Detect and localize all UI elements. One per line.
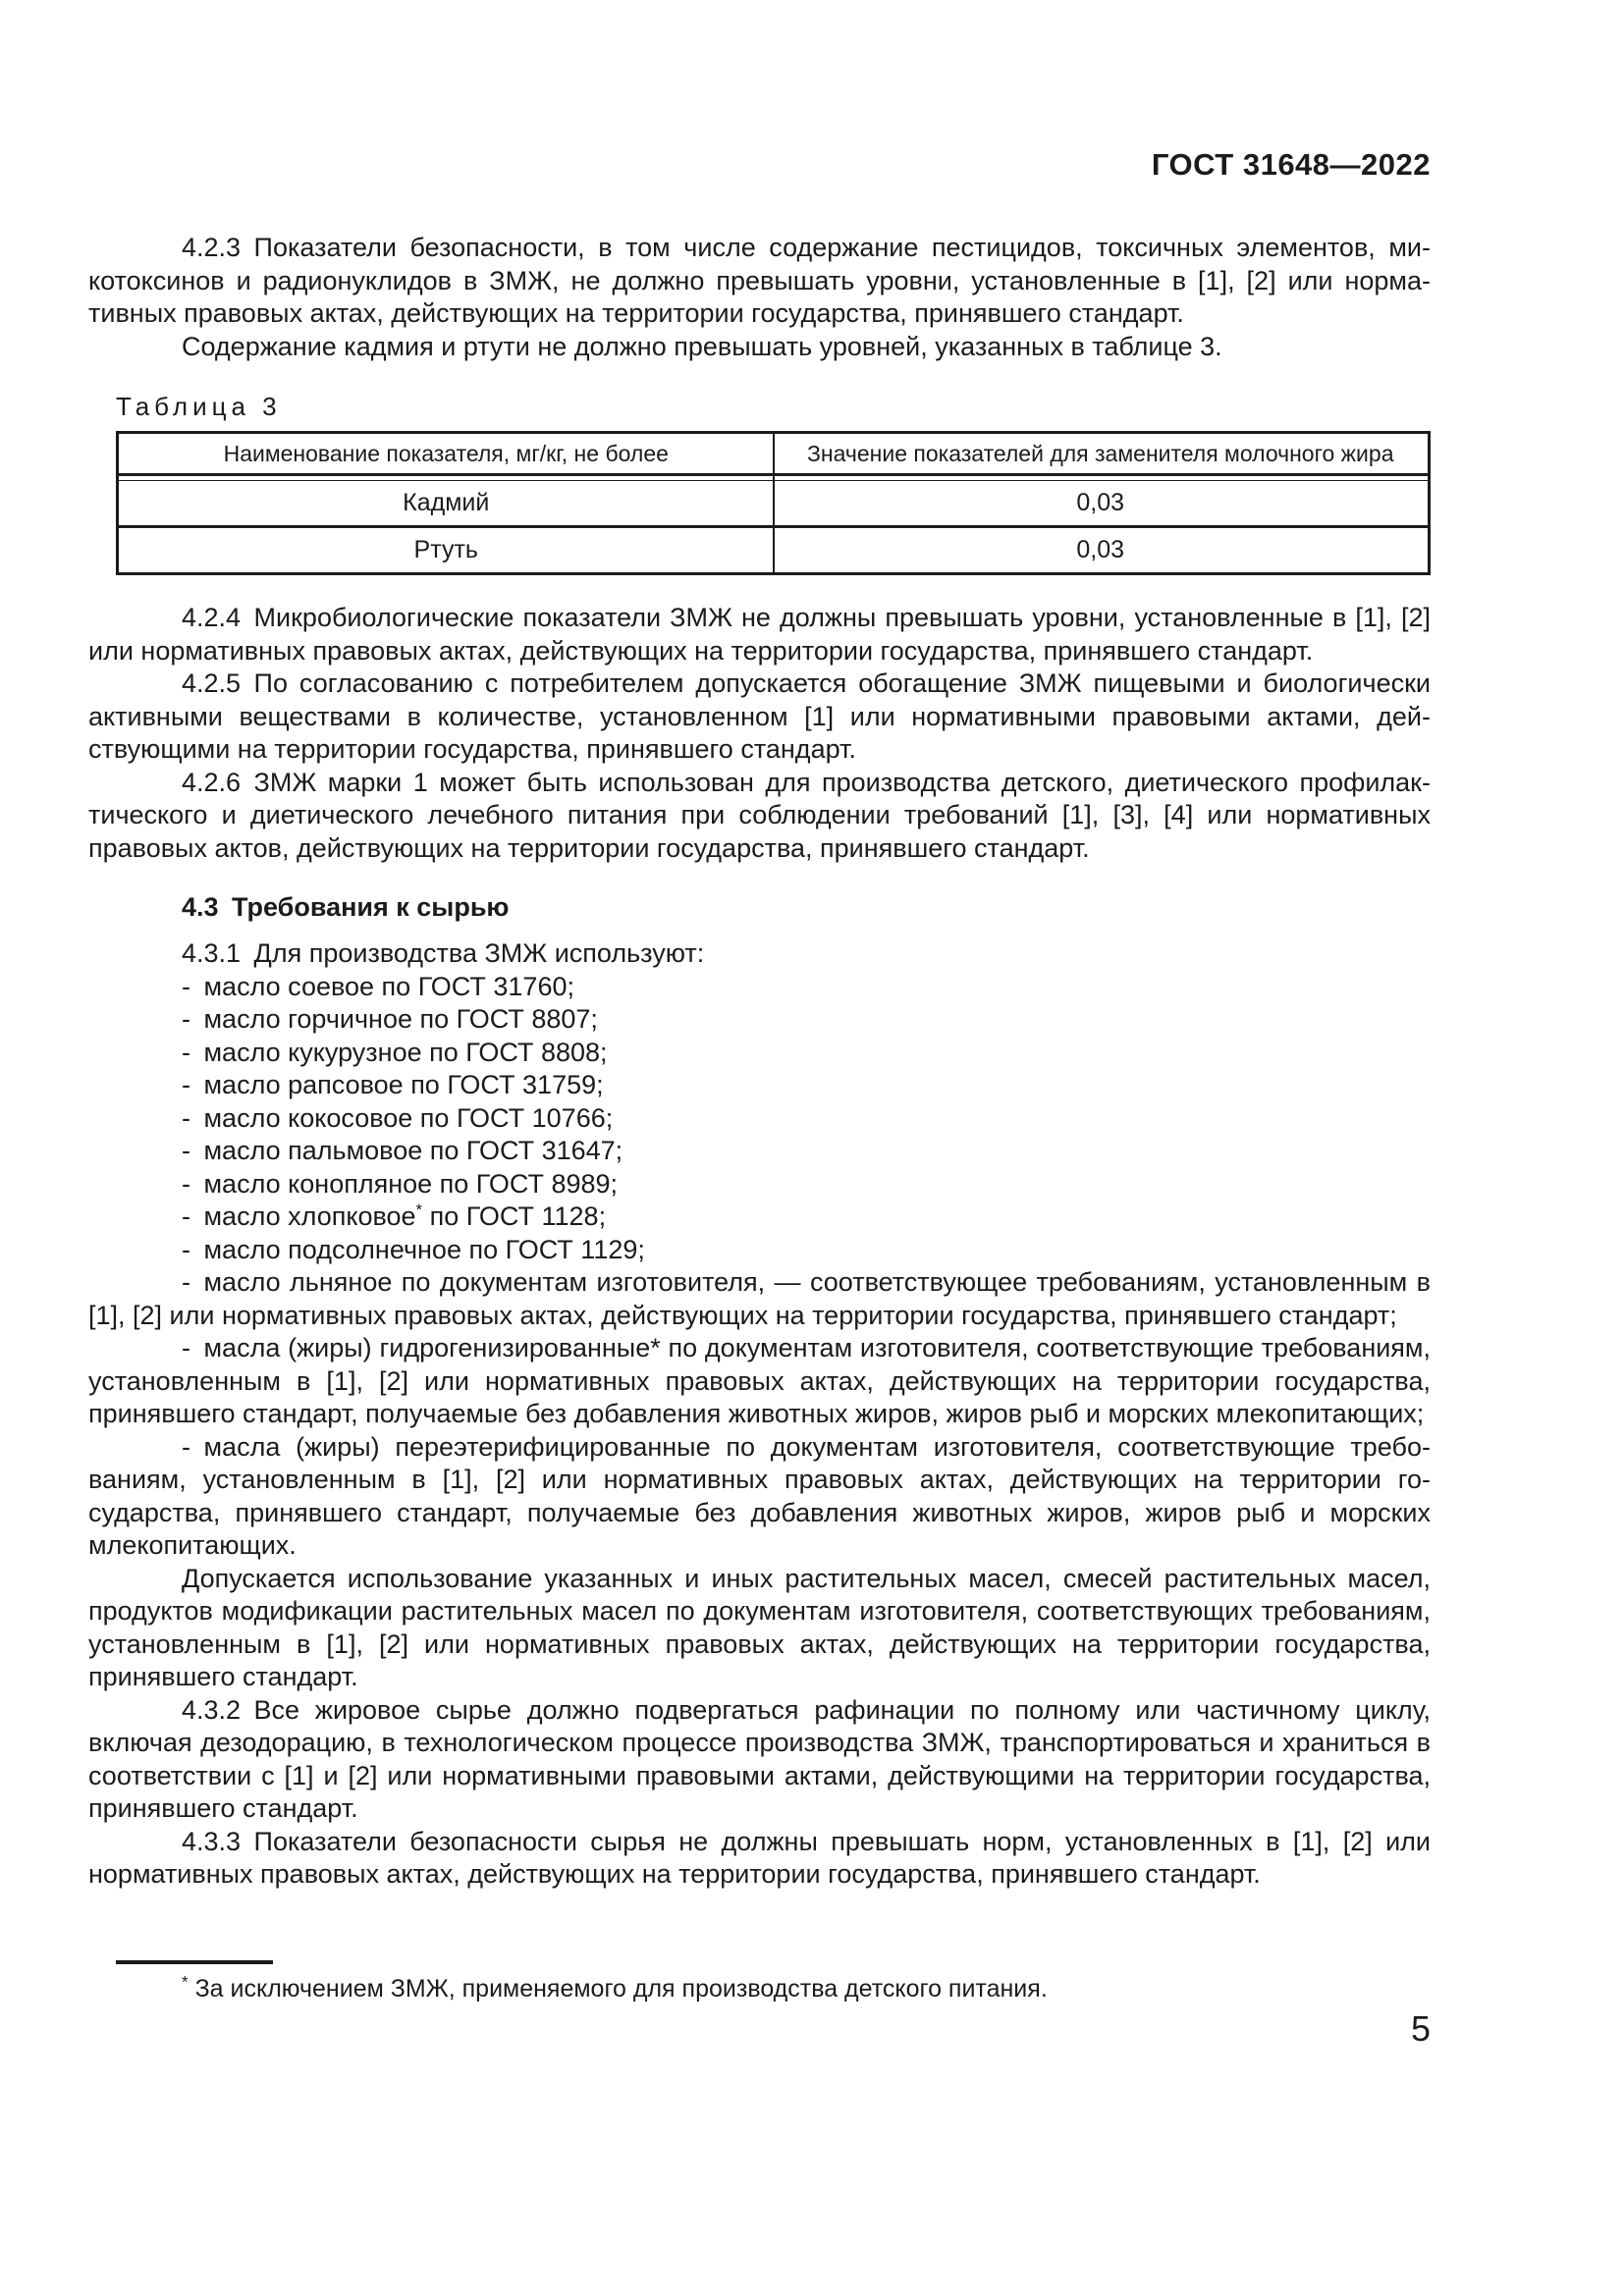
list-item-oil-corn: - масло кукурузное по ГОСТ 8808; [182, 1037, 608, 1067]
table-header-indicator: Наименование показателя, мг/кг, не более [223, 441, 669, 466]
paragraph-fats-hydrogenated: - масла (жиры) гидрогенизированные* по документам изготовителя, соответствующие требованиям, установленным в [1], [2] или нормативных правовых актах, действующих на территории государства, принявшего стандарт, получаемые без добавления животных жиров, жиров рыб и морских млекопитающих; [88, 1333, 1431, 1428]
footnote-text [88, 1974, 1431, 2003]
footnote-marker-asterisk: * [415, 1201, 423, 1219]
paragraph-4-3-3: 4.3.3 Показатели безопасности сырья не должны превышать норм, установленных в [1], [2] или нормативных правовых актах, действующих на территории государства, принявшего стандарт. [88, 1826, 1431, 1889]
table-header-value: Значение показателей для заменителя молочного жира [807, 441, 1394, 466]
paragraph-4-2-3: 4.2.3 Показатели безопасности, в том числе содержание пестицидов, токсичных элементов, микотоксинов и радионуклидов в ЗМЖ, не должно превышать уровни, установленные в [1], [2] или нормативных правовых актах, действующих на территории государства, принявшего стандарт. [88, 233, 1431, 328]
oil-cotton-text: - масло хлопковое [182, 1201, 416, 1231]
table-cell-value: 0,03 [1076, 535, 1125, 563]
paragraph-fats-interesterified: - масла (жиры) переэтерифицированные по документам изготовителя, соответствующие требованиям, установленным в [1], [2] или нормативных правовых актах, действующих на территории государства, принявшего стандарт, получаемые без добавления животных жиров, жиров рыб и морских млекопитающих. [88, 1431, 1431, 1560]
paragraph-4-2-4: 4.2.4 Микробиологические показатели ЗМЖ не должны превышать уровни, установленные в [1], [2] или нормативных правовых актах, действующих на территории государства, принявшего стандарт. [88, 603, 1431, 666]
footnote-body: За исключением ЗМЖ, применяемого для производства детского питания. [188, 1974, 1048, 2002]
table-cell-indicator: Кадмий [403, 488, 490, 516]
list-item-oil-mustard: - масло горчичное по ГОСТ 8807; [182, 1004, 598, 1034]
paragraph-allowed-oils: Допускается использование указанных и иных растительных масел, смесей растительных масел, продуктов модификации растительных масел по документам изготовителя, соответствующих требованиям, установленным в [1], [2] или нормативных правовых актах, действующих на территории государства, принявшего стандарт. [88, 1563, 1431, 1691]
table-3 [116, 431, 1431, 575]
list-item-oil-soy: - масло соевое по ГОСТ 31760; [182, 971, 574, 1001]
table-column-divider [773, 434, 775, 572]
paragraph-4-3-2: 4.3.2 Все жировое сырье должно подвергаться рафинации по полному или частичному циклу, включая дезодорацию, в технологическом процессе производства ЗМЖ, транспортироваться и храниться в соответствии с [1] и [2] или нормативными правовыми актами, действующими на территории государства, принявшего стандарт. [88, 1694, 1431, 1823]
footnote-marker-asterisk: * [182, 1972, 189, 1992]
table-cell-indicator: Ртуть [413, 535, 478, 563]
paragraph-4-3-1: 4.3.1 Для производства ЗМЖ используют: [182, 938, 705, 968]
paragraph-oil-flax: - масло льняное по документам изготовителя, — соответствующее требованиям, установленным в [1], [2] или нормативных правовых актах, действующих на территории государства, принявшего стандарт; [88, 1267, 1431, 1330]
oil-cotton-gost: по ГОСТ 1128; [422, 1201, 607, 1231]
list-item-oil-palm: - масло пальмовое по ГОСТ 31647; [182, 1136, 623, 1165]
paragraph-4-2-5: 4.2.5 По согласованию с потребителем допускается обогащение ЗМЖ пищевыми и биологически активными веществами в количестве, установленном [1] или нормативными правовыми актами, действующими на территории государства, принявшего стандарт. [88, 668, 1431, 764]
list-item-oil-cotton [88, 1201, 1431, 1234]
doc-header-standard-number: ГОСТ 31648—2022 [1151, 147, 1431, 182]
heading-4-3: 4.3 Требования к сырью [182, 892, 510, 922]
list-item-oil-sunflower: - масло подсолнечное по ГОСТ 1129; [182, 1234, 645, 1264]
paragraph-4-2-6: 4.2.6 ЗМЖ марки 1 может быть использован для производства детского, диетического профилактического и диетического лечебного питания при соблюдении требований [1], [3], [4] или нормативных правовых актов, действующих на территории государства, принявшего стандарт. [88, 767, 1431, 863]
table-cell-value: 0,03 [1076, 488, 1125, 516]
list-item-oil-coconut: - масло кокосовое по ГОСТ 10766; [182, 1102, 614, 1133]
page-number: 5 [1410, 2007, 1431, 2049]
list-item-oil-rapeseed: - масло рапсовое по ГОСТ 31759; [182, 1070, 604, 1099]
list-item-oil-hemp: - масло конопляное по ГОСТ 8989; [182, 1168, 619, 1199]
table-3-label: Таблица 3 [116, 392, 282, 421]
paragraph-4-2-3-note: Содержание кадмия и ртути не должно превышать уровней, указанных в таблице 3. [182, 331, 1222, 361]
footnote-divider-rule [116, 1960, 273, 1964]
